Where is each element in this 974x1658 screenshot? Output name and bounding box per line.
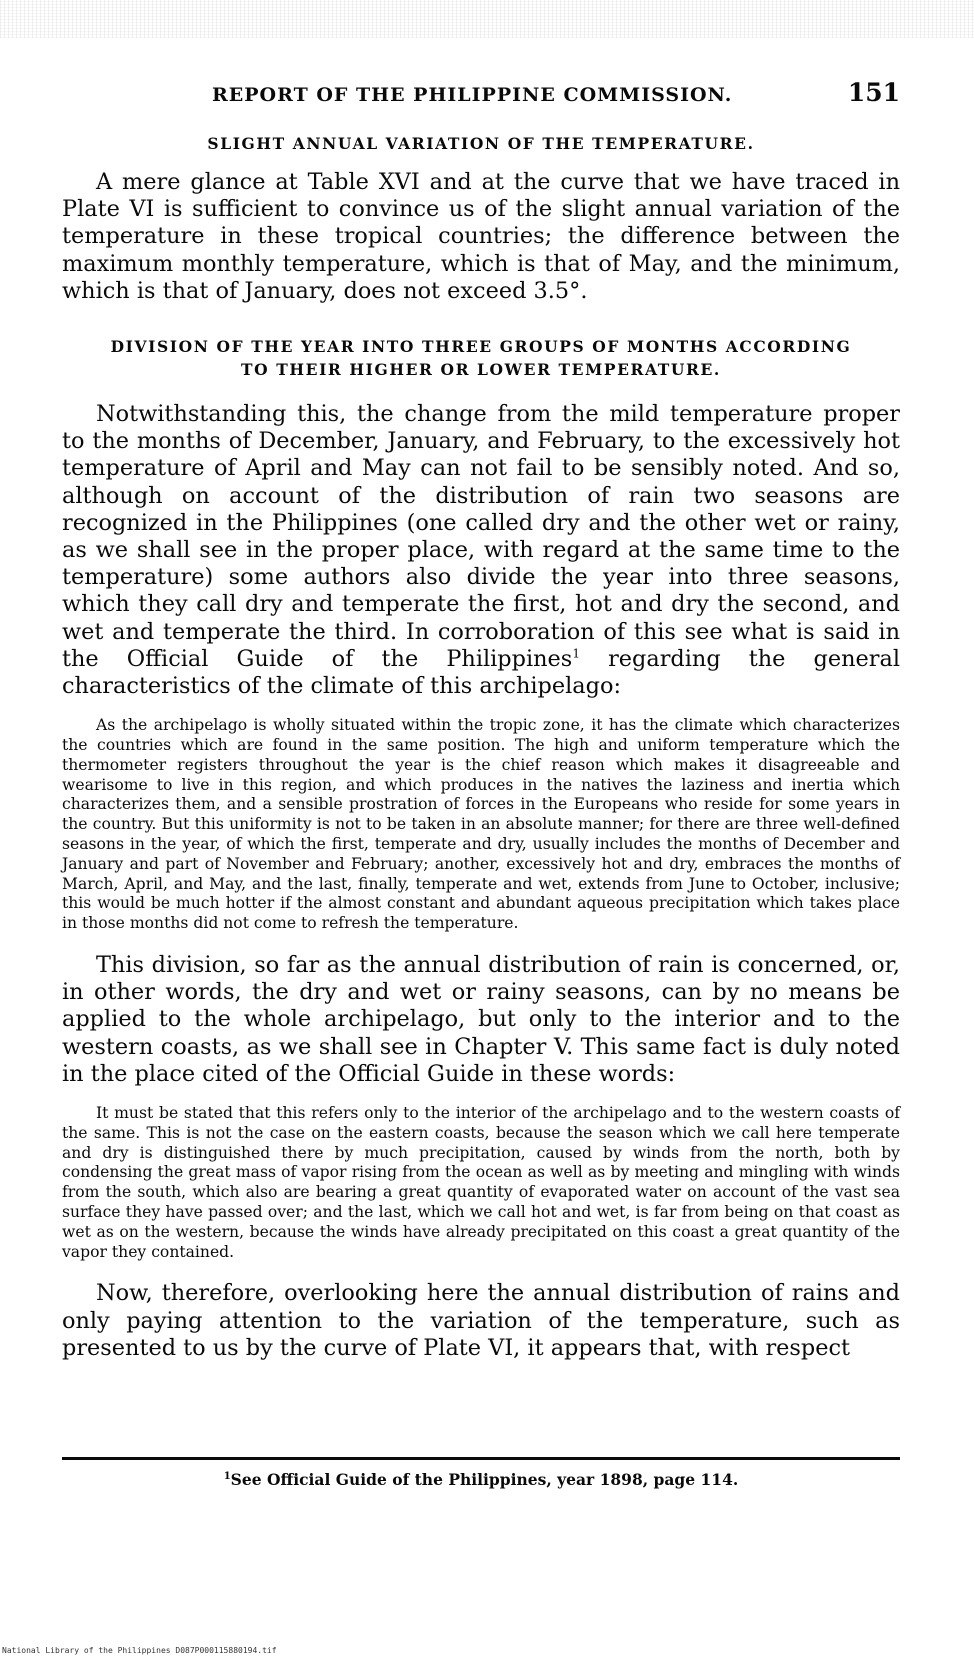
scan-source-caption: National Library of the Philippines D087P000115880194.tif bbox=[2, 1646, 277, 1655]
section-heading-division-line2: TO THEIR HIGHER OR LOWER TEMPERATURE. bbox=[241, 360, 721, 380]
page-number: 151 bbox=[847, 78, 900, 107]
paragraph-now-therefore: Now, therefore, overlooking here the annual distribution of rains and only paying attention to the variation of the temperature, such as presented to us by the curve of Plate VI, it appears that, with respect bbox=[62, 1280, 900, 1361]
section-heading-annual-variation: SLIGHT ANNUAL VARIATION OF THE TEMPERATURE. bbox=[207, 134, 755, 153]
paragraph-notwithstanding-text: Notwithstanding this, the change from the mild temperature proper to the months of December, January, and February, to the excessively hot temperature of April and May can not fail to be sensibly noted. And so, although on account of the distribution of rain two seasons are recognized in the Philippines (one called dry and the other wet or rainy, as we shall see in the proper place, with regard at the same time to the temperature) some authors also divide the year into three seasons, which they call dry and temperate the first, hot and dry the second, and wet and temperate the third. In corroboration of this see what is said in the Official Guide of the Philippines bbox=[62, 401, 900, 672]
document-page bbox=[62, 78, 900, 1362]
paragraph-notwithstanding-tail: regarding the general characteristics of the climate of this archipelago: bbox=[62, 645, 901, 700]
footnote bbox=[62, 1470, 900, 1489]
paragraph-division-rain: This division, so far as the annual distribution of rain is concerned, or, in other words, the dry and wet or rainy seasons, can by no means be applied to the whole archipelago, but only to the interior and to the western coasts, as we shall see in Chapter V. This same fact is duly noted in the place cited of the Official Guide in these words: bbox=[62, 952, 900, 1087]
quotation-official-guide-coasts: It must be stated that this refers only to the interior of the archipelago and to the western coasts of the same. This is not the case on the eastern coasts, because the season which we call here temperate and dry is distinguished there by much precipitation, caused by winds from the north, both by condensing the great mass of vapor rising from the ocean as well as by meeting and mingling with winds from the south, which also are bearing a great quantity of evaporated water on account of the vast sea surface they have passed over; and the last, which we call hot and wet, is far from being on that coast as wet as on the western, because the winds have already precipitated on this coast a great quantity of the vapor they contained. bbox=[62, 1104, 900, 1261]
footnote-marker: 1 bbox=[223, 1470, 231, 1482]
footnote-reference: 1 bbox=[572, 646, 580, 661]
section-heading-division-line1: DIVISION OF THE YEAR INTO THREE GROUPS OF MONTHS ACCORDING bbox=[110, 337, 852, 357]
quotation-official-guide-climate: As the archipelago is wholly situated within the tropic zone, it has the climate which characterizes the countries which are found in the same position. The high and uniform temperature which the thermometer registers throughout the year is the chief reason which makes it disagreeable and wearisome to live in this region, and which produces in the natives the laziness and inertia which characterizes them, and a sensible prostration of forces in the Europeans who reside for some years in the country. But this uniformity is not to be taken in an absolute manner; for there are three well-defined seasons in the year, of which the first, temperate and dry, usually includes the months of December and January and part of November and February; another, excessively hot and dry, embraces the months of March, April, and May, and the last, finally, temperate and wet, extends from June to October, inclusive; this would be much hotter if the almost constant and abundant aqueous precipitation which takes place in those months did not come to refresh the temperature. bbox=[62, 716, 900, 933]
paragraph-notwithstanding bbox=[62, 401, 900, 700]
footnote-text: See Official Guide of the Philippines, year 1898, page 114. bbox=[230, 1470, 739, 1489]
footnote-rule bbox=[62, 1457, 900, 1460]
scan-edge-noise bbox=[0, 0, 974, 38]
running-header bbox=[62, 78, 900, 118]
section-heading-division bbox=[62, 335, 900, 381]
running-title: REPORT OF THE PHILIPPINE COMMISSION. bbox=[212, 84, 733, 106]
paragraph-annual-variation: A mere glance at Table XVI and at the curve that we have traced in Plate VI is sufficient to convince us of the slight annual variation of the temperature in these tropical countries; the difference between the maximum monthly temperature, which is that of May, and the minimum, which is that of January, does not exceed 3.5°. bbox=[62, 169, 900, 304]
